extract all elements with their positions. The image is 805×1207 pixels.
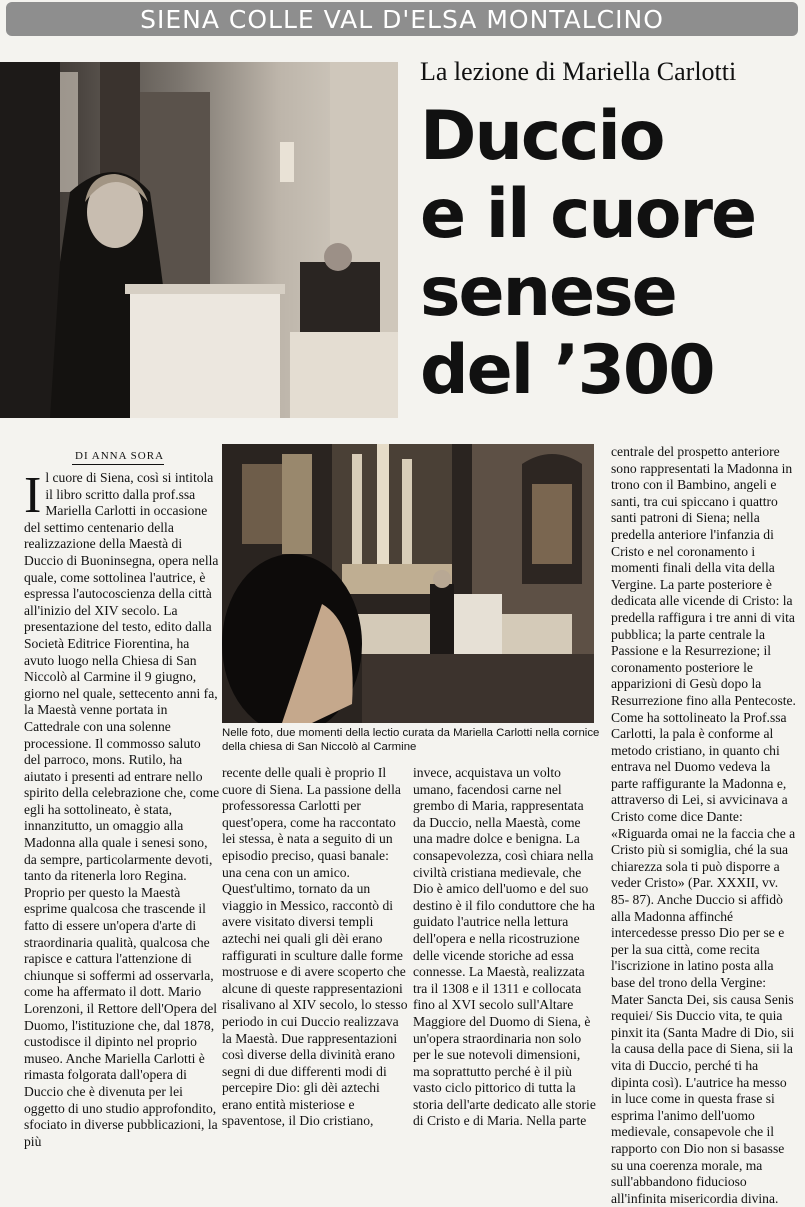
headline-line: del ’300	[420, 331, 714, 410]
drop-cap: I	[24, 467, 42, 524]
byline: DI ANNA SORA	[75, 450, 165, 462]
headline-line: e il cuore	[420, 175, 756, 254]
photo-speaker	[0, 62, 398, 418]
headline-line: Duccio	[420, 97, 664, 176]
kicker: La lezione di Mariella Carlotti	[420, 57, 737, 86]
headline	[420, 98, 800, 410]
article-column-4: centrale del prospetto anteriore sono rappresentati la Madonna in trono con il Bambino, angeli e santi, tra cui spiccano i quattro santi patroni di Siena; nella predella anteriore l'infanzia di Cristo e nel coronamento i momenti finali della vita della Vergine. La parte posteriore è dedicata alle vicende di Cristo: la predella raffigura i tre anni di vita pubblica; la parte centrale la Passione e la Resurrezione; il coronamento posteriore le apparizioni di Gesù dopo la Resurrezione fino alla Pentecoste. Come ha sottolineato la Prof.ssa Carlotti, la pala è conforme al metodo cristiano, in quanto chi entrava nel Duomo vedeva la parte raffigurante la Madonna e, attraverso di Lei, si avvicinava a Cristo come dice Dante: «Riguarda omai ne la faccia che a Cristo più si somiglia, ché la sua chiarezza sola ti può disporre a veder Cristo» (Par. XXXII, vv. 85- 87). Anche Duccio si affidò alla Madonna affinché intercedesse presso Dio per se e per la sua città, come recita l'iscrizione in latino posta alla base del trono della Vergine: Mater Sancta Dei, sis causa Senis requiei/ Sis Duccio vita, te quia pinxit ita (Santa Madre di Dio, sii la causa della pace di Siena, sii la vita di Duccio, perché ti ha dipinta così). L'autrice ha messo in luce come in questa frase si esprima l'animo dell'uomo medievale, consapevole che il rapporto con Dio non si basasse su una coerenza morale, ma sull'abbandono fiducioso all'infinita misericordia divina.	[611, 444, 796, 1206]
photo-church-interior	[222, 444, 594, 723]
headline-line: senese	[420, 253, 676, 332]
article-column-3: invece, acquistava un volto umano, facendosi carne nel grembo di Maria, rappresentata da Duccio, nella Maestà, come una madre dolce e benigna. La consapevolezza, così chiara nella civiltà cristiana medievale, che Dio è amico dell'uomo e del suo destino è il filo conduttore che ha guidato l'autrice nella lettura dell'opera e nella ricostruzione delle vicende storiche ad essa connesse. La Maestà, realizzata tra il 1308 e il 1311 e collocata fino al XVI secolo sull'Altare Maggiore del Duomo di Siena, è un'opera straordinaria non solo per le sue notevoli dimensioni, ma soprattutto perché è il più vasto ciclo pittorico di tutta la storia dell'arte dedicato alle storie di Cristo e di Maria. Nella parte	[413, 765, 596, 1129]
byline-rule	[72, 464, 164, 465]
photo-caption: Nelle foto, due momenti della lectio curata da Mariella Carlotti nella cornice della chiesa di San Niccolò al Carmine	[222, 727, 600, 753]
column-text: l cuore di Siena, così si intitola il libro scritto dalla prof.ssa Mariella Carlotti in occasione del settimo centenario della realizzazione della Maestà di Duccio di Buoninsegna, opera nella quale, come sottolinea l'autrice, è espressa l'autocoscienza della città all'inizio del XIV secolo. La presentazione del testo, edito dalla Società Editrice Fiorentina, ha avuto luogo nella Chiesa di San Niccolò al Carmine il 9 giugno, giorno nel quale, settecento anni fa, la Maestà venne portata in Cattedrale con una solenne processione. Il commosso saluto del parroco, mons. Rutilo, ha aiutato i presenti ad entrare nello spirito della celebrazione che, come egli ha sottolineato, è stata, innanzitutto, un omaggio alla Madonna alla quale i senesi sono, da sempre, particolarmente devoti, tanto da ritenerla loro Regina. Proprio per questo la Maestà esprime qualcosa che trascende il fatto di essere un'opera d'arte di straordinaria qualità, qualcosa che rapisce e cattura l'attenzione di chiunque si soffermi ad osservarla, come ha affermato il dott. Mario Lorenzoni, il Rettore dell'Opera del Duomo, l'istituzione che, dal 1878, custodisce il dipinto nel proprio museo. Anche Mariella Carlotti è rimasta folgorata dall'opera di Duccio che è divenuta per lei oggetto di uno studio approfondito, sfociato in diverse pubblicazioni, la più	[24, 470, 220, 1149]
article-column-1	[24, 467, 220, 1150]
article-column-2: recente delle quali è proprio Il cuore di Siena. La passione della professoressa Carlotti per quest'opera, come ha raccontato lei stessa, è nata a seguito di un episodio preciso, quasi banale: una cena con un amico. Quest'ultimo, tornato da un viaggio in Messico, raccontò di avere visitato diversi templi aztechi nei quali gli dèi erano raffigurati in sculture dalle forme mostruose e di avere scoperto che alcune di queste rappresentazioni risalivano al XIV secolo, lo stesso periodo in cui Duccio realizzava la Maestà. Due rappresentazioni così diverse della divinità erano segni di due differenti modi di percepire Dio: gli dèi aztechi erano entità misteriose e spaventose, il Dio cristiano,	[222, 765, 408, 1129]
section-banner: SIENA COLLE VAL D'ELSA MONTALCINO	[6, 2, 798, 36]
